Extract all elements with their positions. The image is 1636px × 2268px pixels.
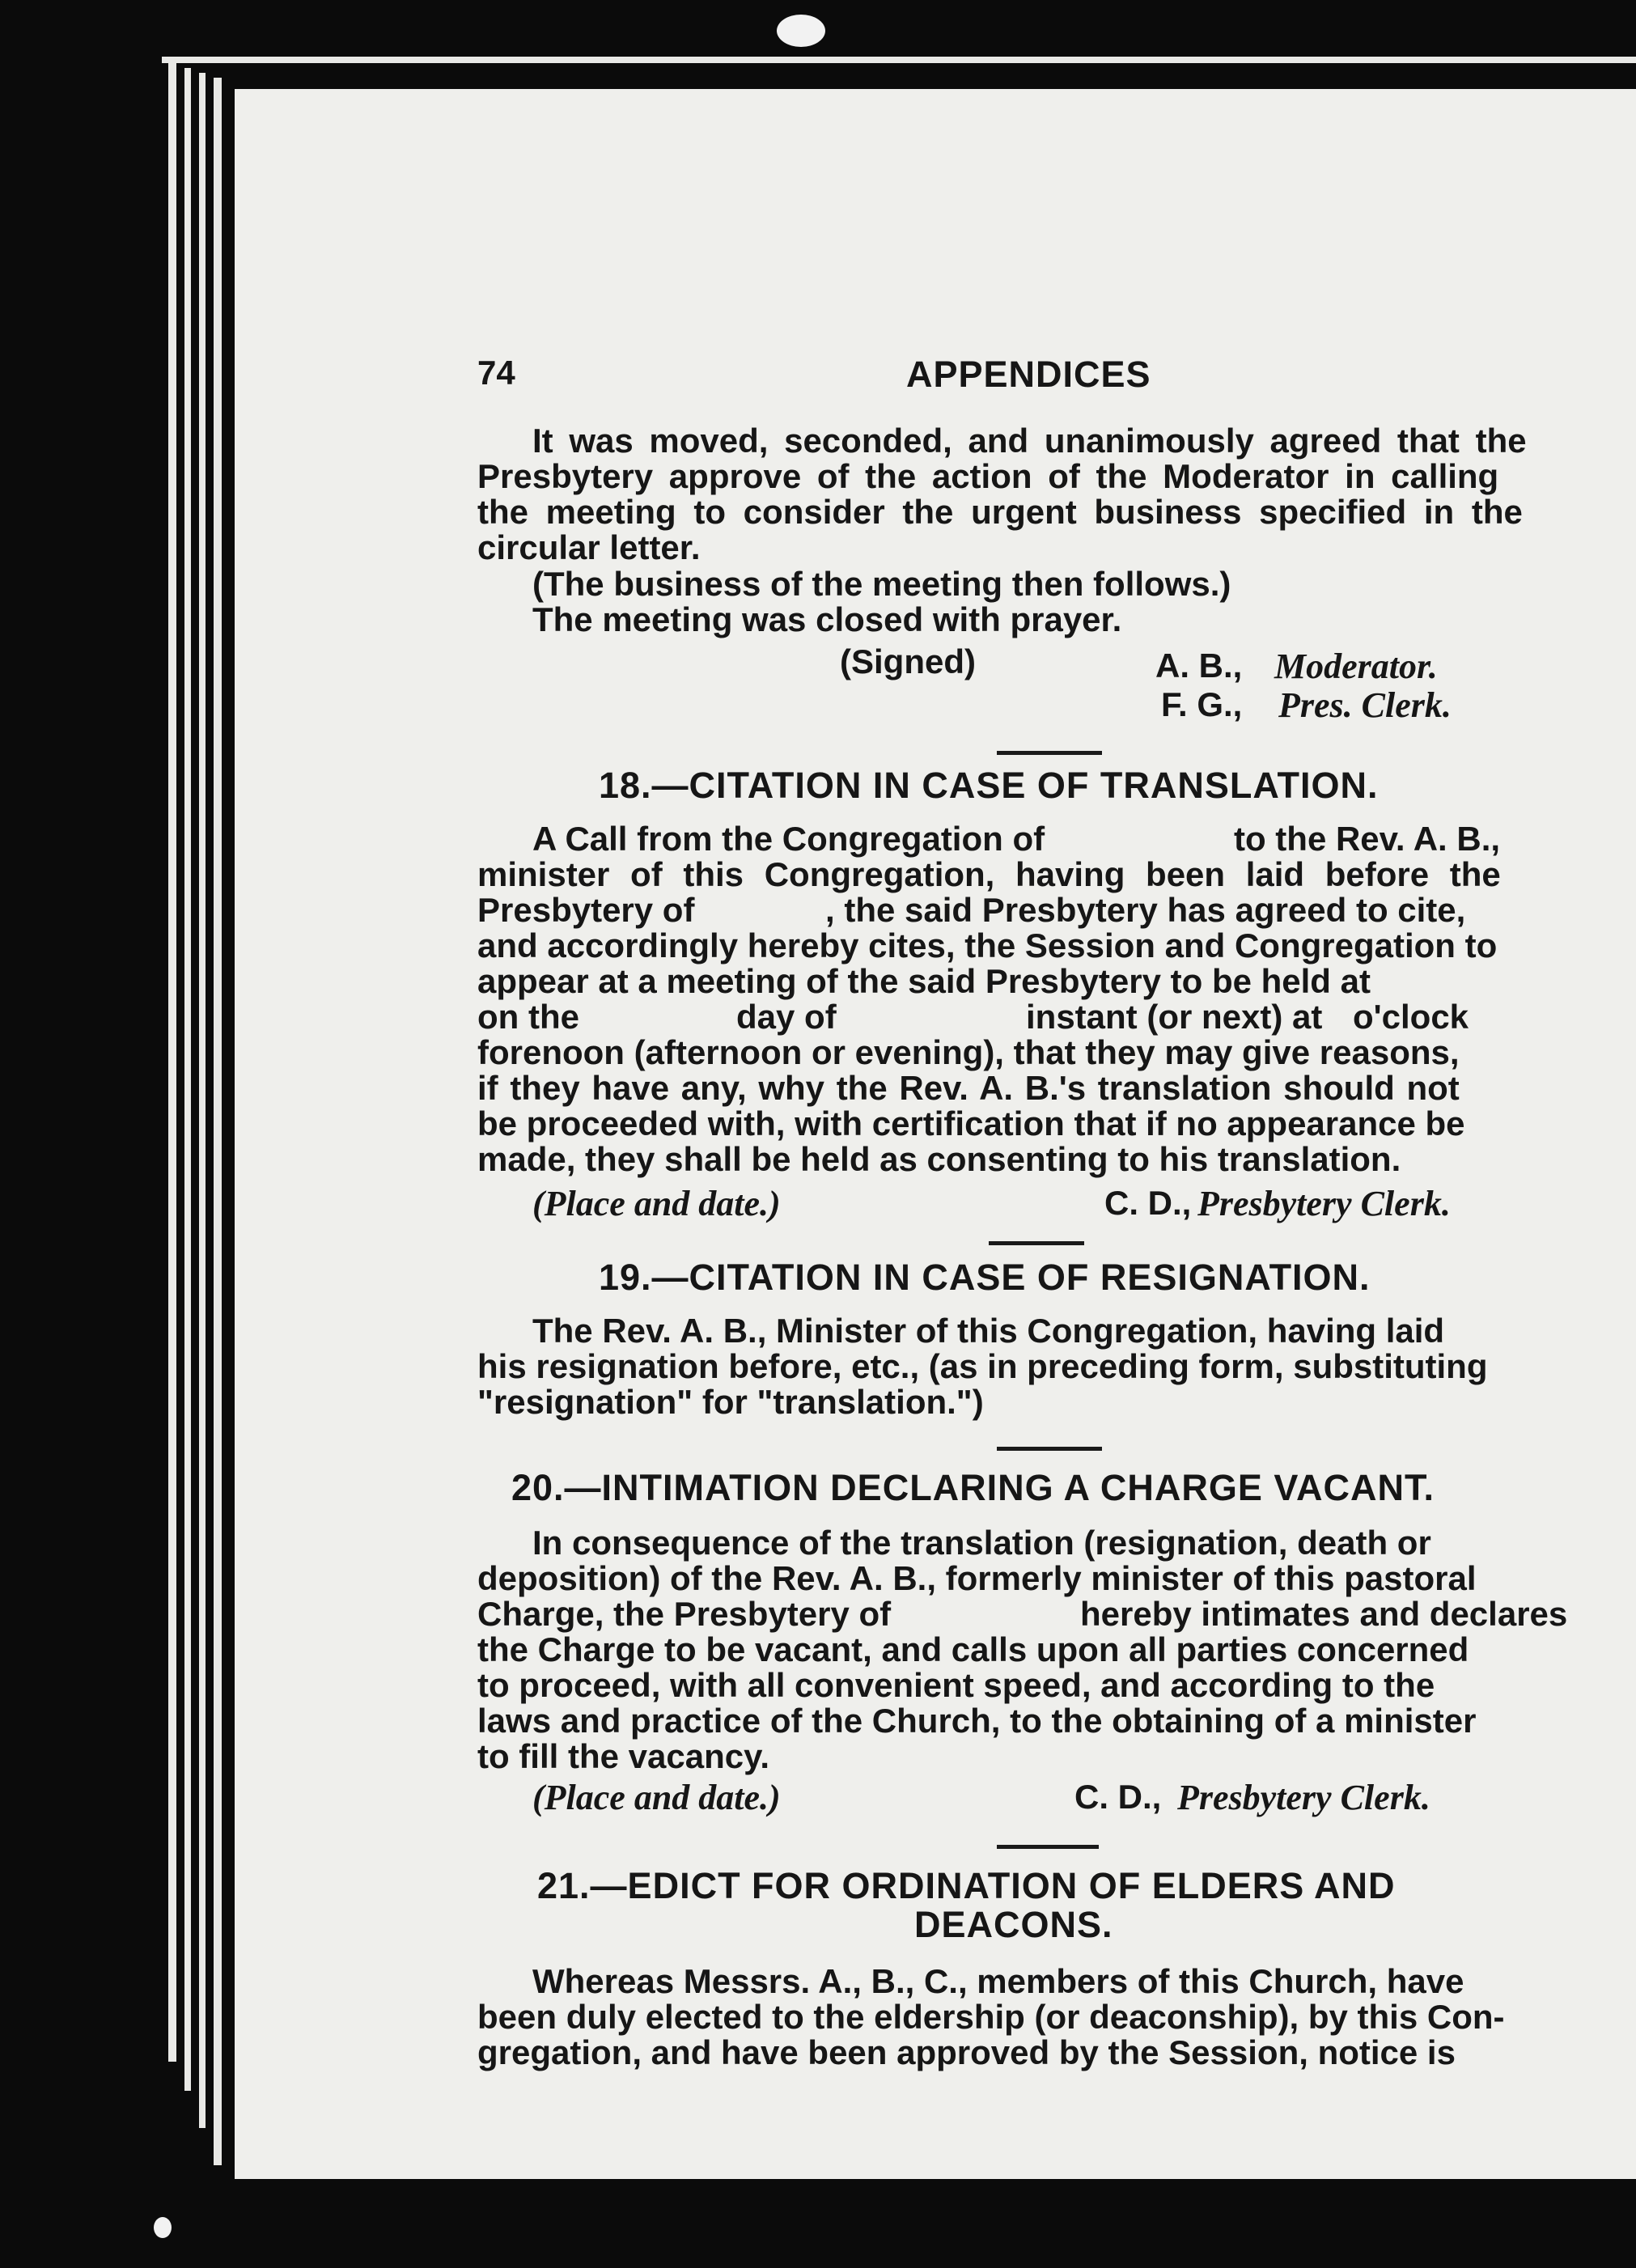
text-line: been duly elected to the eldership (or deaconship), by this Con- [477, 1998, 1505, 2036]
signatory-name: F. G., [1161, 685, 1243, 723]
section-divider [997, 751, 1102, 755]
text-line: gregation, and have been approved by the Session, notice is [477, 2033, 1456, 2071]
text-line: day of [736, 998, 837, 1036]
section-heading: 19.—CITATION IN CASE OF RESIGNATION. [599, 1257, 1371, 1298]
text-line: if they have any, why the Rev. A. B.'s translation should not [477, 1069, 1460, 1107]
text-line: Whereas Messrs. A., B., C., members of this Church, have [532, 1962, 1464, 2000]
text-line: Presbytery of [477, 891, 695, 929]
dust-speck [154, 2217, 172, 2238]
text-line: and accordingly hereby cites, the Session and Congregation to [477, 926, 1498, 964]
signatory-name: A. B., [1155, 646, 1243, 685]
signatory-role: Pres. Clerk. [1278, 685, 1452, 725]
scanned-page [235, 89, 1636, 2179]
page-edge [162, 57, 1636, 63]
signatory-role: Moderator. [1274, 646, 1438, 686]
text-line: "resignation" for "translation.") [477, 1383, 984, 1421]
text-line: deposition) of the Rev. A. B., formerly minister of this pastoral [477, 1559, 1477, 1597]
text-line: In consequence of the translation (resignation, death or [532, 1524, 1431, 1562]
place-and-date: (Place and date.) [532, 1184, 781, 1223]
text-line: to proceed, with all convenient speed, and according to the [477, 1666, 1435, 1704]
text-line: circular letter. [477, 528, 701, 566]
dust-speck [777, 15, 825, 47]
page-edge [168, 63, 176, 2062]
text-line: The meeting was closed with prayer. [532, 600, 1122, 638]
text-line: hereby intimates and declares [1080, 1595, 1568, 1633]
text-line: made, they shall be held as consenting to his translation. [477, 1140, 1401, 1178]
page-edge [214, 78, 222, 2165]
page-number: 74 [477, 354, 515, 392]
place-and-date: (Place and date.) [532, 1778, 781, 1817]
clerk-name: C. D., [1104, 1184, 1192, 1222]
page-edge [199, 73, 206, 2128]
text-line: The Rev. A. B., Minister of this Congregation, having laid [532, 1312, 1445, 1350]
page-edge [184, 68, 191, 2091]
section-heading: 21.—EDICT FOR ORDINATION OF ELDERS AND [537, 1865, 1396, 1906]
text-line: the meeting to consider the urgent business specified in the [477, 493, 1523, 531]
text-line: on the [477, 998, 579, 1036]
clerk-name: C. D., [1074, 1778, 1162, 1816]
running-head: APPENDICES [906, 354, 1151, 395]
section-heading: DEACONS. [914, 1904, 1113, 1945]
text-line: be proceeded with, with certification that if no appearance be [477, 1104, 1465, 1142]
section-heading: 18.—CITATION IN CASE OF TRANSLATION. [599, 765, 1379, 806]
text-line: (The business of the meeting then follows.) [532, 565, 1231, 603]
clerk-role: Presbytery Clerk. [1197, 1184, 1451, 1223]
signed-label: (Signed) [840, 642, 976, 680]
text-line: his resignation before, etc., (as in preceding form, substituting [477, 1347, 1488, 1385]
text-line: , the said Presbytery has agreed to cite, [825, 891, 1466, 929]
text-line: forenoon (afternoon or evening), that they may give reasons, [477, 1033, 1460, 1071]
section-heading: 20.—INTIMATION DECLARING A CHARGE VACANT. [511, 1467, 1435, 1508]
text-line: minister of this Congregation, having been laid before the [477, 855, 1501, 893]
text-line: A Call from the Congregation of [532, 820, 1045, 858]
text-line: to the Rev. A. B., [1234, 820, 1501, 858]
text-line: Presbytery approve of the action of the Moderator in calling [477, 457, 1499, 495]
text-line: appear at a meeting of the said Presbytery to be held at [477, 962, 1371, 1000]
section-divider [997, 1845, 1099, 1849]
text-line: instant (or next) at [1026, 998, 1323, 1036]
text-line: to fill the vacancy. [477, 1737, 769, 1775]
section-divider [989, 1241, 1084, 1245]
text-line: It was moved, seconded, and unanimously agreed that the [532, 422, 1527, 460]
text-line: laws and practice of the Church, to the obtaining of a minister [477, 1702, 1477, 1740]
text-line: o'clock [1353, 998, 1469, 1036]
section-divider [997, 1447, 1102, 1451]
text-line: Charge, the Presbytery of [477, 1595, 892, 1633]
text-line: the Charge to be vacant, and calls upon all parties concerned [477, 1630, 1469, 1668]
clerk-role: Presbytery Clerk. [1177, 1778, 1430, 1817]
